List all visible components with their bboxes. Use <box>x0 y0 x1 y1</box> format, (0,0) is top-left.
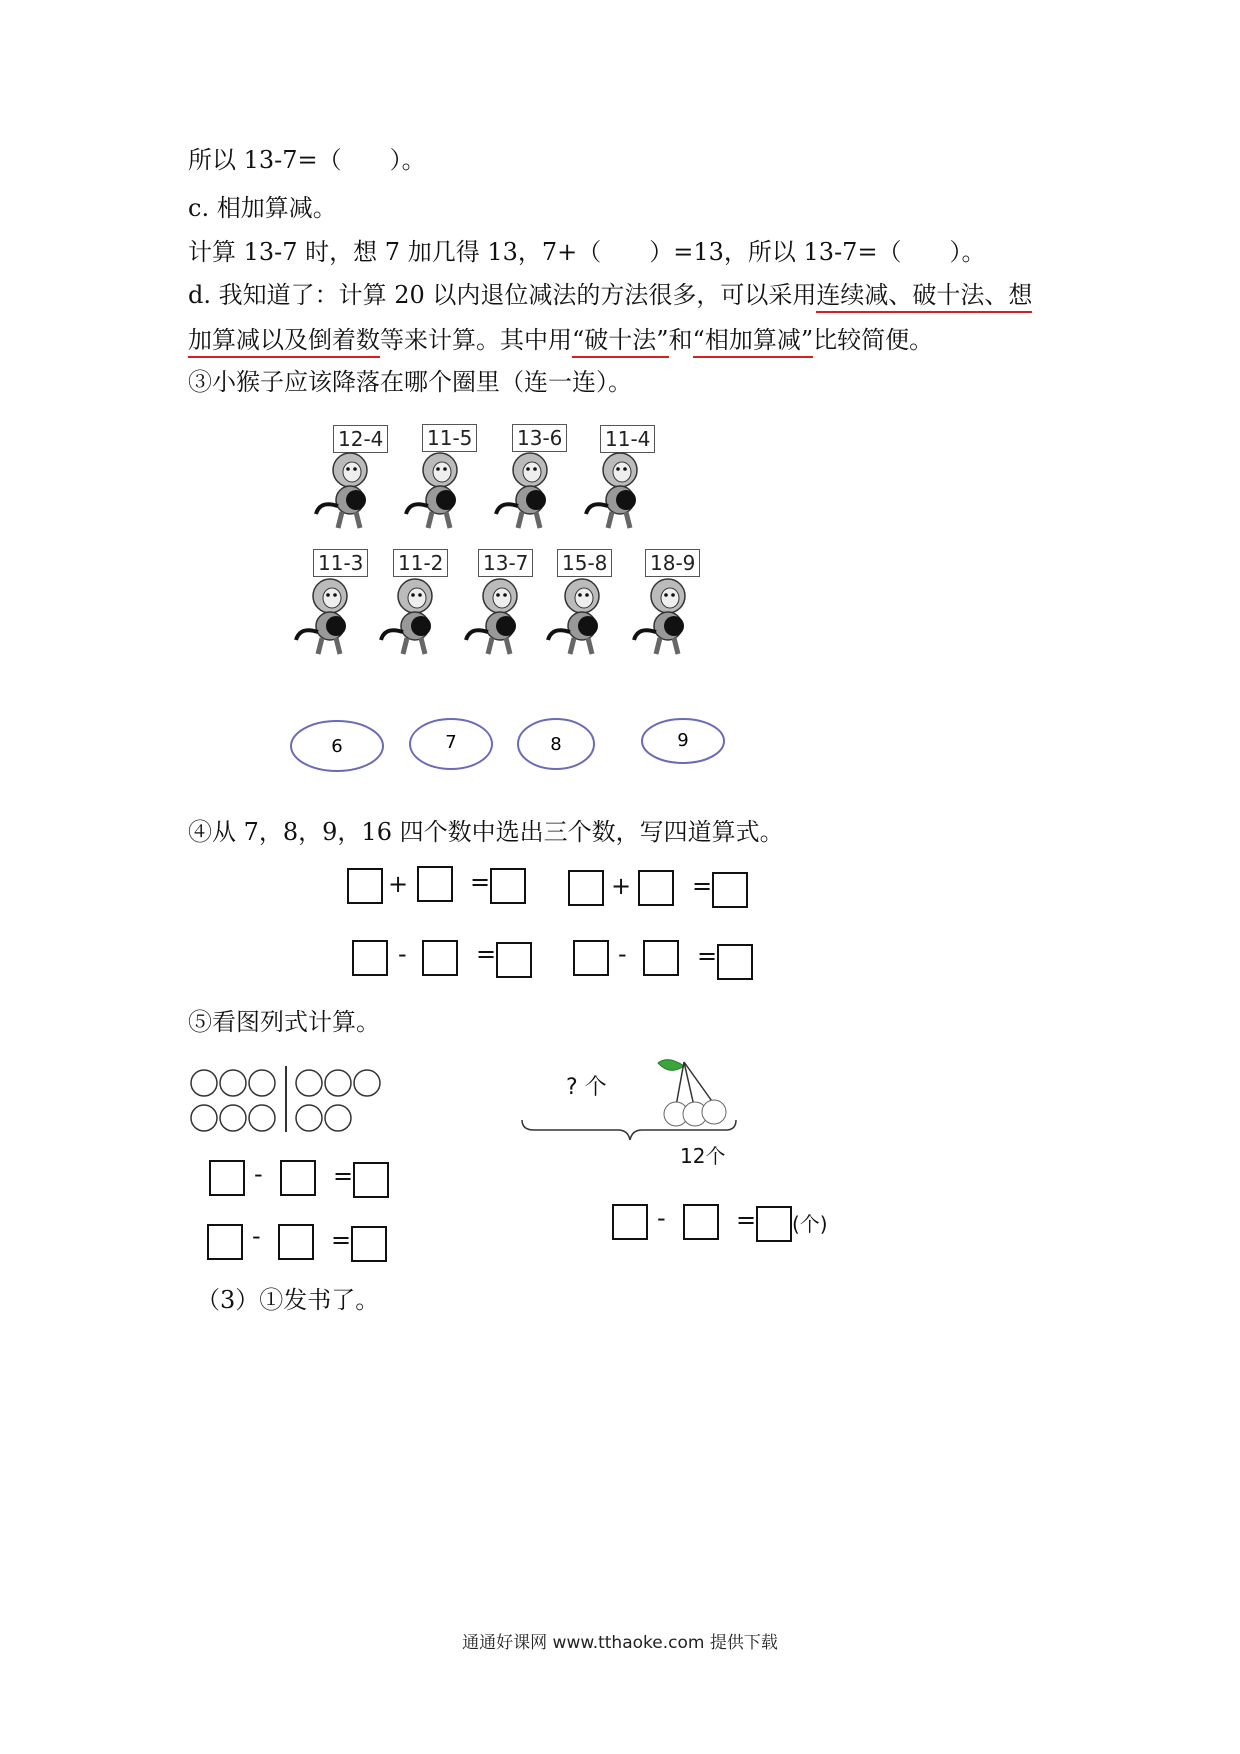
monkey-icon <box>381 579 432 654</box>
answer-box[interactable] <box>352 940 388 976</box>
monkey-icon <box>296 579 347 654</box>
answer-box[interactable] <box>756 1206 792 1242</box>
footer-credit: 通通好课网 www.tthaoke.com 提供下载 <box>462 1633 778 1653</box>
landing-circle-8[interactable] <box>518 719 594 769</box>
answer-box[interactable] <box>422 940 458 976</box>
answer-box[interactable] <box>278 1224 314 1260</box>
equals-sign: = <box>331 1226 352 1254</box>
monkey-equation-1: 12-4 <box>333 425 388 453</box>
monkey-equation-4: 11-4 <box>600 425 655 453</box>
equals-sign: = <box>470 868 491 896</box>
answer-box[interactable] <box>353 1162 389 1198</box>
answer-box[interactable] <box>573 940 609 976</box>
landing-circle-7[interactable] <box>410 719 492 769</box>
question-label: ? 个 <box>566 1075 607 1100</box>
minus-sign: - <box>398 940 407 968</box>
answer-box[interactable] <box>351 1226 387 1262</box>
section-4-title: ④从 7，8，9，16 四个数中选出三个数，写四道算式。 <box>188 818 784 846</box>
answer-box[interactable] <box>496 942 532 978</box>
brace <box>522 1120 736 1140</box>
monkey-equation-8: 15-8 <box>557 549 612 577</box>
monkey-icon <box>406 453 457 528</box>
landing-circle-9[interactable] <box>642 719 724 763</box>
circle-label: 6 <box>331 736 343 757</box>
equals-sign: = <box>333 1162 354 1190</box>
text-segment: 比较简便。 <box>813 326 934 354</box>
monkey-equation-5: 11-3 <box>313 549 368 577</box>
underlined-methods-cont: 加算减以及倒着数 <box>188 326 380 358</box>
monkey-icon <box>548 579 599 654</box>
section-3-heading: （3）①发书了。 <box>196 1286 380 1314</box>
text-segment: d. 我知道了：计算 20 以内退位减法的方法很多，可以采用 <box>188 281 817 309</box>
monkey-icon <box>496 453 547 528</box>
monkey-icon <box>466 579 517 654</box>
answer-box[interactable] <box>643 940 679 976</box>
answer-box[interactable] <box>207 1224 243 1260</box>
landing-circle-6[interactable] <box>291 721 383 771</box>
monkey-icon <box>586 453 637 528</box>
text-segment: 和 <box>668 326 693 354</box>
minus-sign: - <box>254 1160 263 1188</box>
equals-sign: = <box>476 940 497 968</box>
text-line-1: 所以 13-7=（ ）。 <box>188 146 426 174</box>
answer-box[interactable] <box>712 872 748 908</box>
counting-circles <box>191 1070 380 1131</box>
equals-sign: = <box>736 1206 757 1234</box>
section-3-title: ③小猴子应该降落在哪个圈里（连一连）。 <box>188 368 632 396</box>
monkey-equation-7: 13-7 <box>478 549 533 577</box>
circle-label: 7 <box>445 732 457 753</box>
minus-sign: - <box>618 940 627 968</box>
answer-box[interactable] <box>209 1160 245 1196</box>
section-5-title: ⑤看图列式计算。 <box>188 1008 380 1036</box>
monkey-icon <box>316 453 367 528</box>
plus-sign: + <box>388 870 409 898</box>
answer-box[interactable] <box>638 870 674 906</box>
underlined-break-ten: “破十法” <box>572 326 669 358</box>
monkey-icon <box>634 579 685 654</box>
answer-box[interactable] <box>568 870 604 906</box>
text-line-4 <box>188 275 1032 310</box>
answer-box[interactable] <box>717 944 753 980</box>
text-line-5 <box>188 320 933 355</box>
underlined-methods: 连续减、破十法、想 <box>816 281 1032 313</box>
minus-sign: - <box>657 1204 666 1232</box>
answer-box[interactable] <box>683 1204 719 1240</box>
text-line-2: c. 相加算减。 <box>188 194 337 222</box>
text-line-3: 计算 13-7 时，想 7 加几得 13，7+（ ）=13，所以 13-7=（ ）。 <box>188 238 986 266</box>
equals-sign: = <box>692 872 713 900</box>
monkey-equation-2: 11-5 <box>422 424 477 452</box>
cherries-icon <box>658 1060 726 1126</box>
answer-box[interactable] <box>347 868 383 904</box>
answer-box[interactable] <box>417 866 453 902</box>
text-segment: 等来计算。其中用 <box>380 326 572 354</box>
answer-box[interactable] <box>612 1204 648 1240</box>
answer-box[interactable] <box>490 868 526 904</box>
answer-box[interactable] <box>280 1160 316 1196</box>
monkey-equation-9: 18-9 <box>645 549 700 577</box>
monkey-equation-3: 13-6 <box>512 424 567 452</box>
plus-sign: + <box>611 872 632 900</box>
equals-sign: = <box>697 942 718 970</box>
circle-label: 8 <box>550 734 562 755</box>
unit-label: (个) <box>792 1212 828 1236</box>
monkey-equation-6: 11-2 <box>393 549 448 577</box>
underlined-add-subtract: “相加算减” <box>693 326 814 358</box>
minus-sign: - <box>252 1222 261 1250</box>
total-label: 12个 <box>680 1144 726 1168</box>
circle-label: 9 <box>677 730 689 751</box>
